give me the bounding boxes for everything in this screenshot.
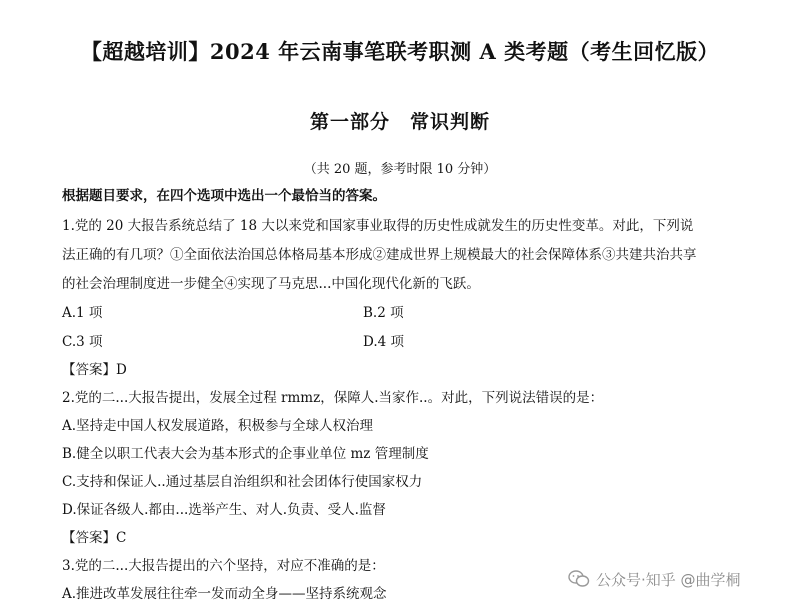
q2-option-d: D.保证各级人.都由...选举产生、对人.负责、受人.监督 (62, 502, 386, 518)
q1-option-d: D.4 项 (363, 334, 405, 350)
q1-option-b: B.2 项 (363, 305, 404, 321)
q1-option-a: A.1 项 (62, 305, 103, 321)
watermark (568, 567, 741, 591)
q2-option-c: C.支持和保证人..通过基层自治组织和社会团体行使国家权力 (62, 474, 423, 490)
document-title: 【超越培训】2024 年云南事笔联考职测 A 类考题（考生回忆版） (80, 39, 720, 64)
watermark-text: 公众号·知乎 @曲学桐 (596, 570, 741, 589)
q2-stem: 2.党的二...大报告提出，发展全过程 rmmz，保障人.当家作..。对此，下列说法错误的是： (62, 390, 604, 406)
q1-stem-line3: 的社会治理制度进一步健全④实现了马克思...中国化现代化新的飞跃。 (62, 276, 480, 292)
q1-stem-line1: 1.党的 20 大报告系统总结了 18 大以来党和国家事业取得的历史性成就发生的历史性变革。对此，下列说 (62, 218, 694, 234)
q3-option-a: A.推进改革发展往往牵一发而动全身——坚持系统观念 (62, 586, 387, 602)
section-note: （共 20 题，参考时限 10 分钟） (303, 162, 497, 177)
q2-option-b: B.健全以职工代表大会为基本形式的企事业单位 mz 管理制度 (62, 446, 429, 462)
instruction-text: 根据题目要求，在四个选项中选出一个最恰当的答案。 (62, 188, 386, 204)
wechat-icon (568, 570, 590, 588)
q1-answer: 【答案】D (62, 362, 127, 378)
q1-option-c: C.3 项 (62, 334, 103, 350)
q2-answer: 【答案】C (62, 530, 127, 546)
q3-stem: 3.党的二...大报告提出的六个坚持，对应不准确的是： (62, 558, 385, 574)
q1-stem-line2: 法正确的有几项？①全面依法治国总体格局基本形成②建成世界上规模最大的社会保障体系③共建共治共享 (62, 247, 697, 263)
section-heading: 第一部分 常识判断 (309, 111, 490, 133)
q2-option-a: A.坚持走中国人权发展道路，积极参与全球人权治理 (62, 418, 374, 434)
